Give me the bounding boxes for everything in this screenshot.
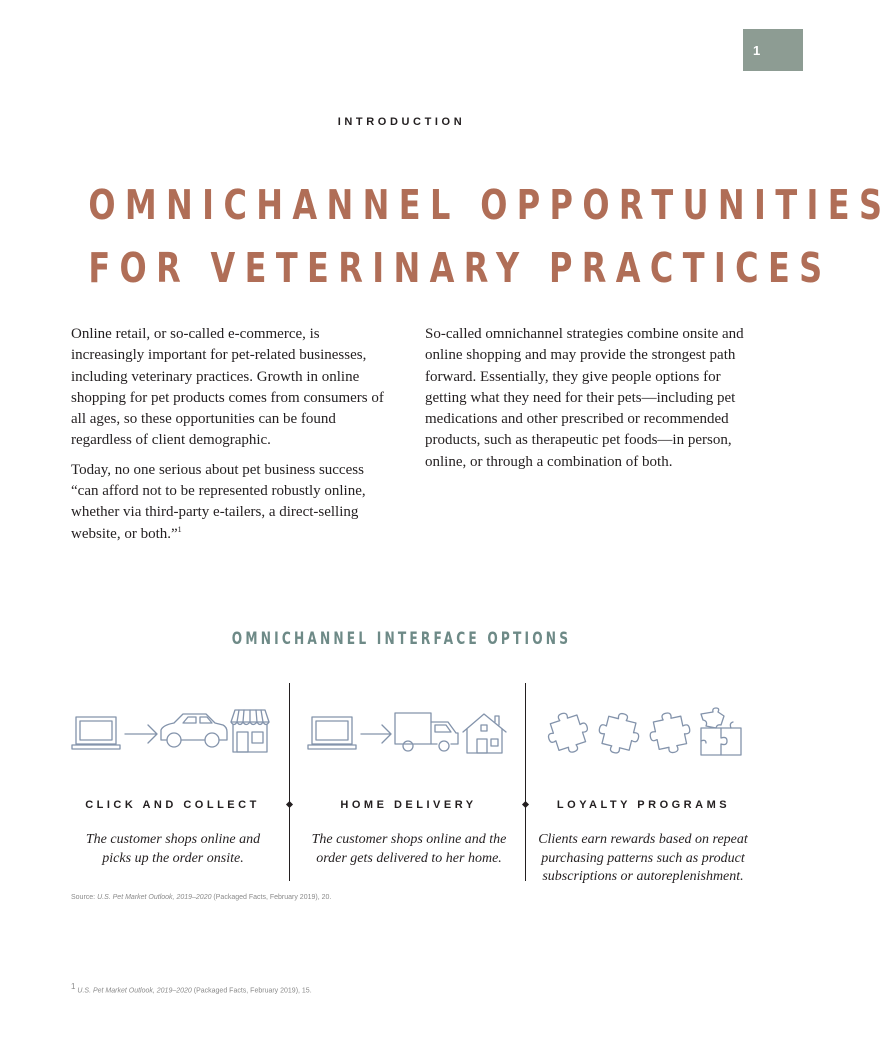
footnote-details: (Packaged Facts, February 2019), 15. (191, 987, 312, 995)
option-description-home-delivery: The customer shops online and the order gets delivered to her home. (311, 832, 507, 866)
house-icon (463, 714, 506, 753)
section-kicker: INTRODUCTION (337, 116, 466, 128)
storefront-icon (231, 710, 269, 752)
home-delivery-icons (306, 708, 511, 758)
option-label-loyalty-programs: LOYALTY PROGRAMS (556, 799, 731, 811)
option-description-click-and-collect: The customer shops online and picks up the order onsite. (85, 832, 261, 866)
source-note (71, 894, 331, 901)
arrow-icon (361, 725, 391, 743)
option-description-loyalty-programs: Clients earn rewards based on repeat purchasing patterns such as product subscriptions or autoreplenishment. (538, 832, 748, 884)
puzzle-piece-icon (595, 709, 643, 757)
source-title: U.S. Pet Market Outlook, 2019–2020 (97, 894, 212, 901)
option-label-home-delivery: HOME DELIVERY (340, 799, 477, 811)
option-label-click-and-collect: CLICK AND COLLECT (85, 799, 260, 811)
laptop-icon (308, 717, 356, 749)
page-number: 1 (743, 29, 803, 71)
puzzle-piece-icon (646, 709, 693, 756)
source-details: (Packaged Facts, February 2019), 20. (211, 894, 332, 901)
body-paragraph-1: Online retail, or so-called e-commerce, is increasingly important for pet-related businesses, including veterinary practices. Growth in online shopping for pet products comes from consumers of all ages, so these opportunities can be found regardless of client demographic. (71, 326, 384, 449)
footnote-title: U.S. Pet Market Outlook, 2019–2020 (77, 987, 192, 995)
section-heading: OMNICHANNEL INTERFACE OPTIONS (231, 629, 572, 648)
column-divider-1 (289, 683, 290, 881)
page-title (88, 174, 891, 300)
loyalty-programs-icons (541, 708, 746, 758)
puzzle-complete-icon (701, 708, 741, 755)
click-and-collect-icons (70, 708, 275, 758)
body-column-right (425, 324, 750, 481)
truck-icon (395, 713, 458, 751)
body-paragraph-2 (71, 460, 391, 545)
page-title-line-1: OMNICHANNEL OPPORTUNITIES (88, 181, 891, 229)
column-divider-2 (525, 683, 526, 881)
body-paragraph-2-text: Today, no one serious about pet business success “can afford not to be represented robustly online, whether via third-party e-tailers, a direct-selling website, or both.” (71, 461, 366, 542)
body-paragraph-3: So-called omnichannel strategies combine onsite and online shopping and may provide the strongest path forward. Essentially, they give people options for getting what they need for their pets—including pet medications and other prescribed or recommended products, such as therapeutic pet foods—in person, online, or through a combination of both. (425, 326, 744, 470)
footnote-mark: 1 (71, 982, 76, 991)
source-prefix: Source: (71, 894, 98, 901)
laptop-icon (72, 717, 120, 749)
footnote-reference: 1 (177, 524, 182, 534)
puzzle-piece-icon (543, 707, 593, 757)
car-icon (161, 714, 227, 747)
page-title-line-2: FOR VETERINARY PRACTICES (88, 244, 832, 292)
arrow-icon (125, 725, 157, 743)
footnote (71, 982, 312, 995)
body-column-left (71, 324, 391, 553)
